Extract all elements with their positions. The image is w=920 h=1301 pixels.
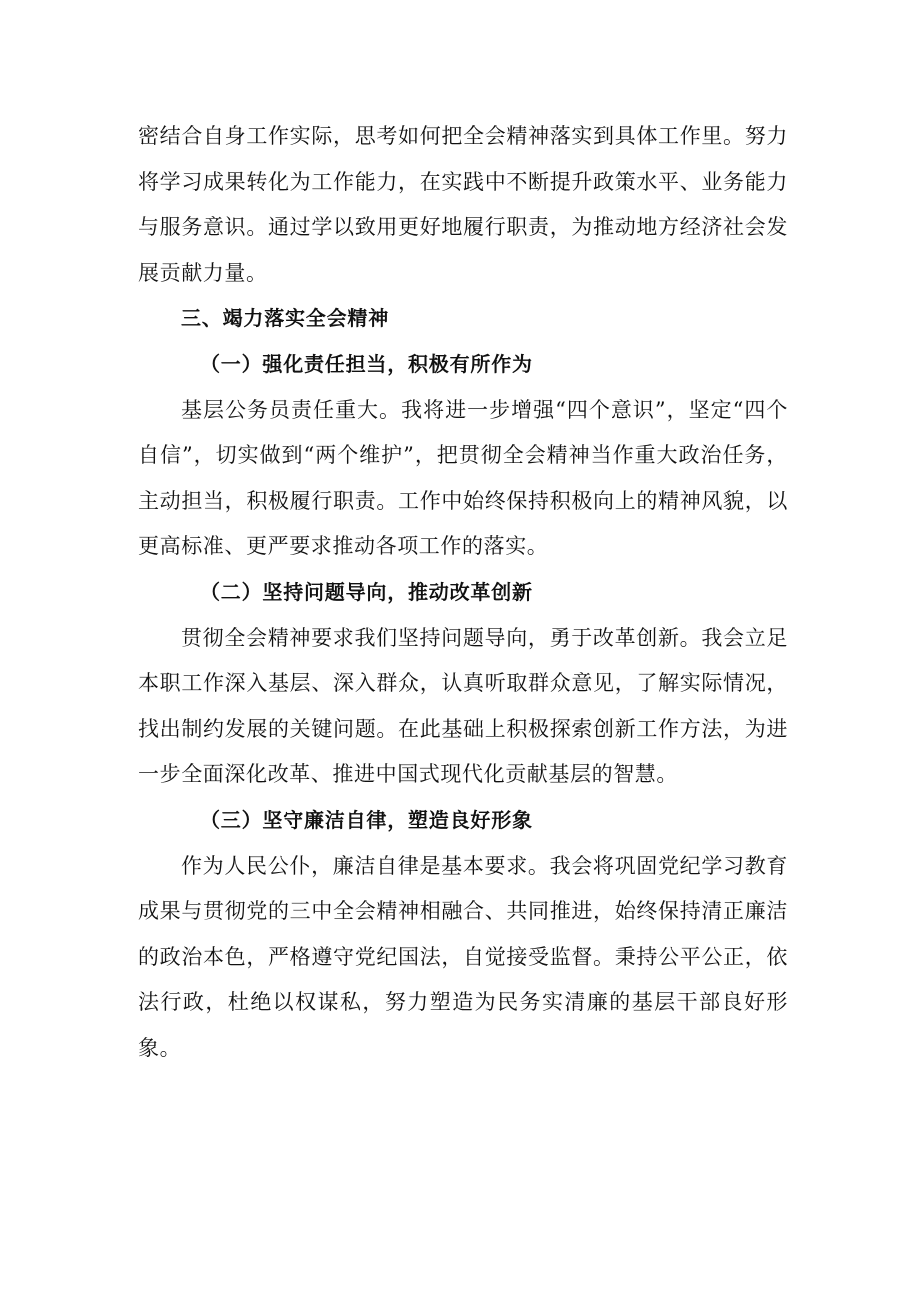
subsection-2-paragraph: 贯彻全会精神要求我们坚持问题导向，勇于改革创新。我会立足本职工作深入基层、深入群众，认真听取群众意见，了解实际情况，找出制约发展的关键问题。在此基础上积极探索创新工作方法，为进一步全面深化改革、推进中国式现代化贡献基层的智慧。 — [138, 625, 788, 787]
subsection-3-paragraph: 作为人民公仆，廉洁自律是基本要求。我会将巩固党纪学习教育成果与贯彻党的三中全会精神相融合、共同推进，始终保持清正廉洁的政治本色，严格遵守党纪国法，自觉接受监督。秉持公平公正，依法行政，杜绝以权谋私，努力塑造为民务实清廉的基层干部良好形象。 — [138, 853, 788, 1060]
section-3-heading: 三、竭力落实全会精神 — [181, 306, 389, 331]
intro-paragraph: 密结合自身工作实际，思考如何把全会精神落实到具体工作里。努力将学习成果转化为工作能力，在实践中不断提升政策水平、业务能力与服务意识。通过学以致用更好地履行职责，为推动地方经济社会发展贡献力量。 — [138, 124, 788, 285]
subsection-2-heading: （二）坚持问题导向，推动改革创新 — [200, 579, 533, 604]
subsection-3-heading: （三）坚守廉洁自律，塑造良好形象 — [200, 807, 533, 832]
document-page — [138, 114, 788, 1071]
subsection-1-paragraph: 基层公务员责任重大。我将进一步增强“四个意识”，坚定“四个自信”，切实做到“两个维护”，把贯彻全会精神当作重大政治任务，主动担当，积极履行职责。工作中始终保持积极向上的精神风貌，以更高标准、更严要求推动各项工作的落实。 — [138, 397, 788, 559]
subsection-1-heading: （一）强化责任担当，积极有所作为 — [200, 351, 533, 376]
